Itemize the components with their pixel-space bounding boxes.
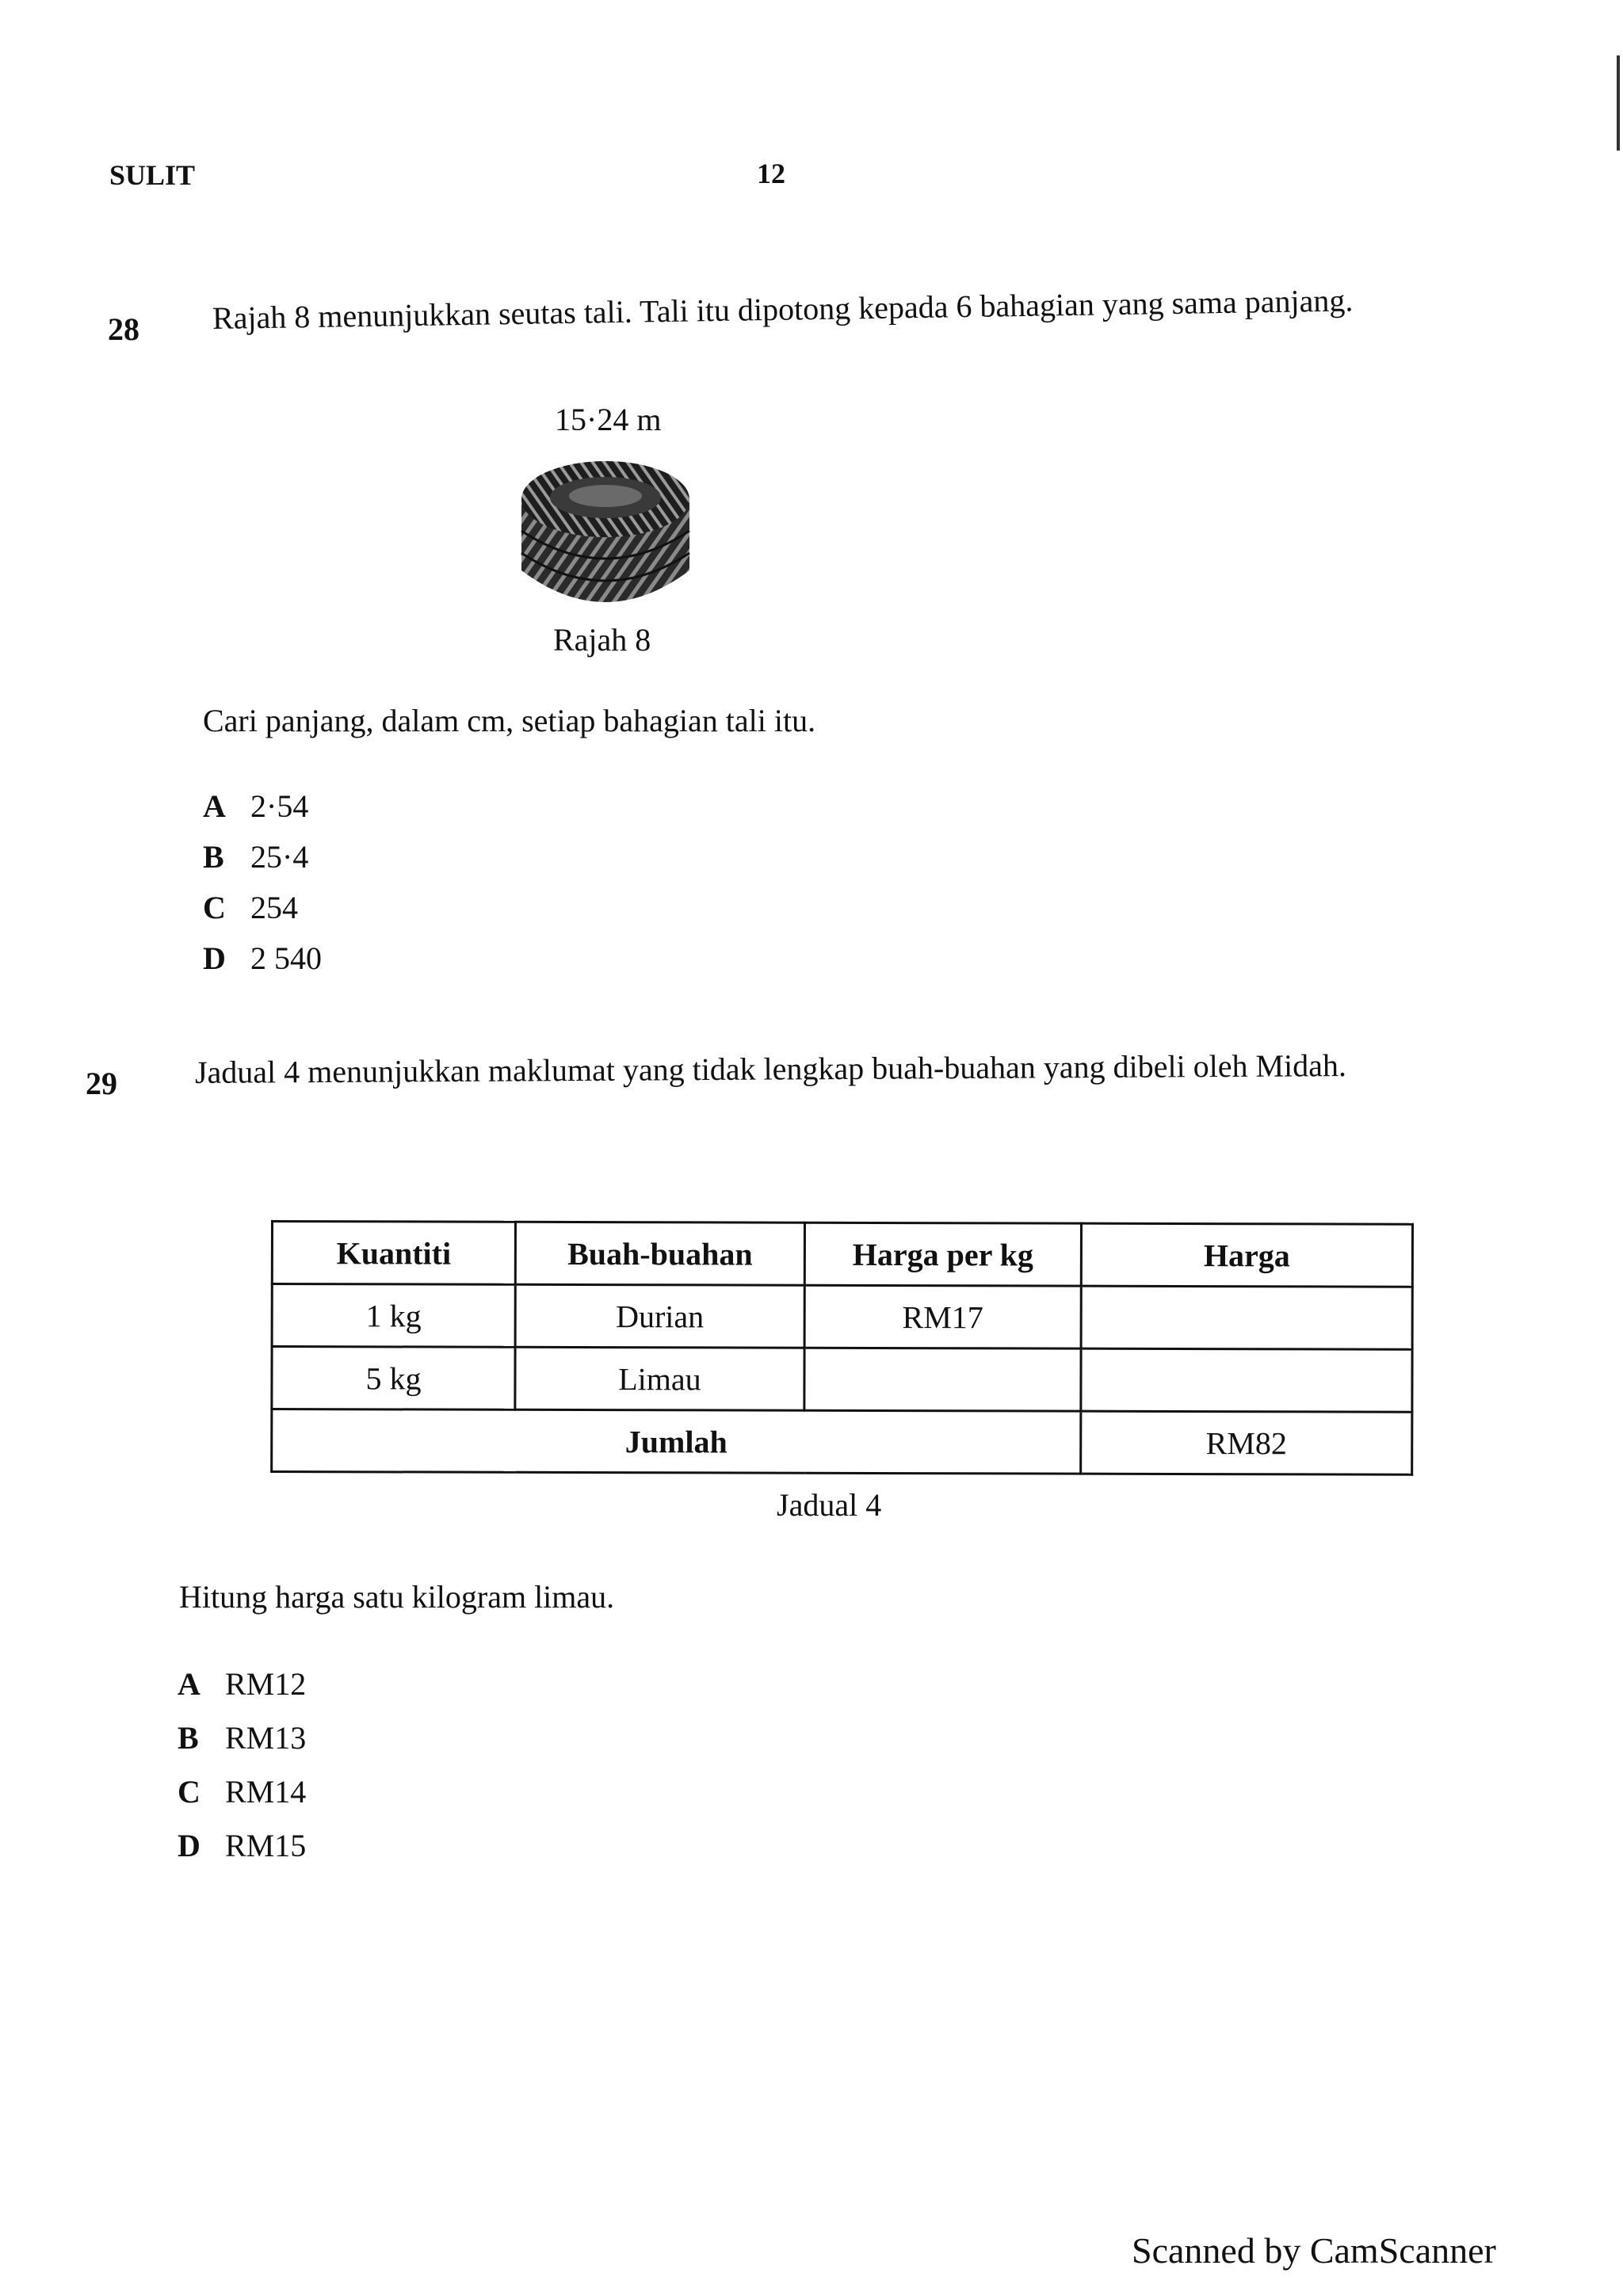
option-value: RM15 (225, 1828, 307, 1863)
question-28-prompt: Cari panjang, dalam cm, setiap bahagian tali itu. (203, 703, 816, 738)
q29-option-d[interactable] (178, 1827, 306, 1864)
option-letter: D (178, 1828, 200, 1863)
page-number: 12 (757, 158, 785, 189)
table-row (272, 1347, 1412, 1413)
figure-caption-rajah-8: Rajah 8 (553, 622, 651, 658)
cell-quantity: 5 kg (272, 1347, 515, 1410)
cell-price (1081, 1348, 1412, 1412)
camscanner-watermark: Scanned by CamScanner (1132, 2230, 1496, 2271)
table-total-row (272, 1409, 1412, 1475)
question-28-text: Rajah 8 menunjukkan seutas tali. Tali itu dipotong kepada 6 bahagian yang sama panjang. (212, 282, 1354, 336)
q29-option-b[interactable] (178, 1719, 306, 1756)
option-letter: A (178, 1666, 200, 1702)
option-value: RM13 (225, 1720, 307, 1756)
question-28-number: 28 (108, 311, 139, 347)
q28-option-a[interactable] (203, 788, 308, 825)
question-29-prompt: Hitung harga satu kilogram limau. (179, 1579, 615, 1615)
table-row (272, 1284, 1412, 1350)
scan-edge-mark (1617, 55, 1620, 151)
cell-price-per-kg: RM17 (804, 1285, 1081, 1348)
table-caption-jadual-4: Jadual 4 (777, 1487, 882, 1523)
option-letter: A (203, 788, 226, 824)
option-letter: C (203, 890, 226, 925)
q29-option-a[interactable] (178, 1665, 306, 1703)
option-letter: C (178, 1774, 200, 1810)
q29-option-c[interactable] (178, 1773, 306, 1810)
rope-length-label: 15·24 m (555, 402, 662, 437)
option-value: 2·54 (250, 788, 309, 824)
q28-option-d[interactable] (203, 940, 322, 977)
jadual-4-table (270, 1220, 1414, 1476)
option-value: RM12 (225, 1666, 307, 1702)
rope-coil-image (514, 452, 697, 618)
cell-price (1081, 1286, 1412, 1349)
sulit-label: SULIT (109, 159, 196, 191)
header-kuantiti: Kuantiti (272, 1222, 515, 1285)
header-harga-per-kg: Harga per kg (804, 1222, 1081, 1286)
q28-option-c[interactable] (203, 889, 298, 926)
question-29-text: Jadual 4 menunjukkan maklumat yang tidak lengkap buah-buahan yang dibeli oleh Midah. (194, 1047, 1347, 1090)
cell-price-per-kg (804, 1348, 1081, 1411)
question-29-number: 29 (86, 1066, 117, 1101)
q28-option-b[interactable] (203, 838, 308, 875)
total-label: Jumlah (272, 1409, 1081, 1474)
option-value: RM14 (225, 1774, 307, 1810)
total-value: RM82 (1081, 1411, 1412, 1474)
option-value: 25·4 (250, 839, 309, 875)
option-letter: D (203, 940, 226, 976)
header-buah-buahan: Buah-buahan (515, 1222, 804, 1285)
option-value: 254 (250, 890, 298, 925)
option-value: 2 540 (250, 940, 322, 976)
cell-quantity: 1 kg (272, 1284, 515, 1348)
header-harga: Harga (1081, 1223, 1412, 1287)
cell-fruit: Limau (515, 1347, 804, 1410)
table-header-row (272, 1222, 1412, 1287)
cell-fruit: Durian (515, 1284, 804, 1348)
option-letter: B (203, 839, 224, 875)
option-letter: B (178, 1720, 199, 1756)
